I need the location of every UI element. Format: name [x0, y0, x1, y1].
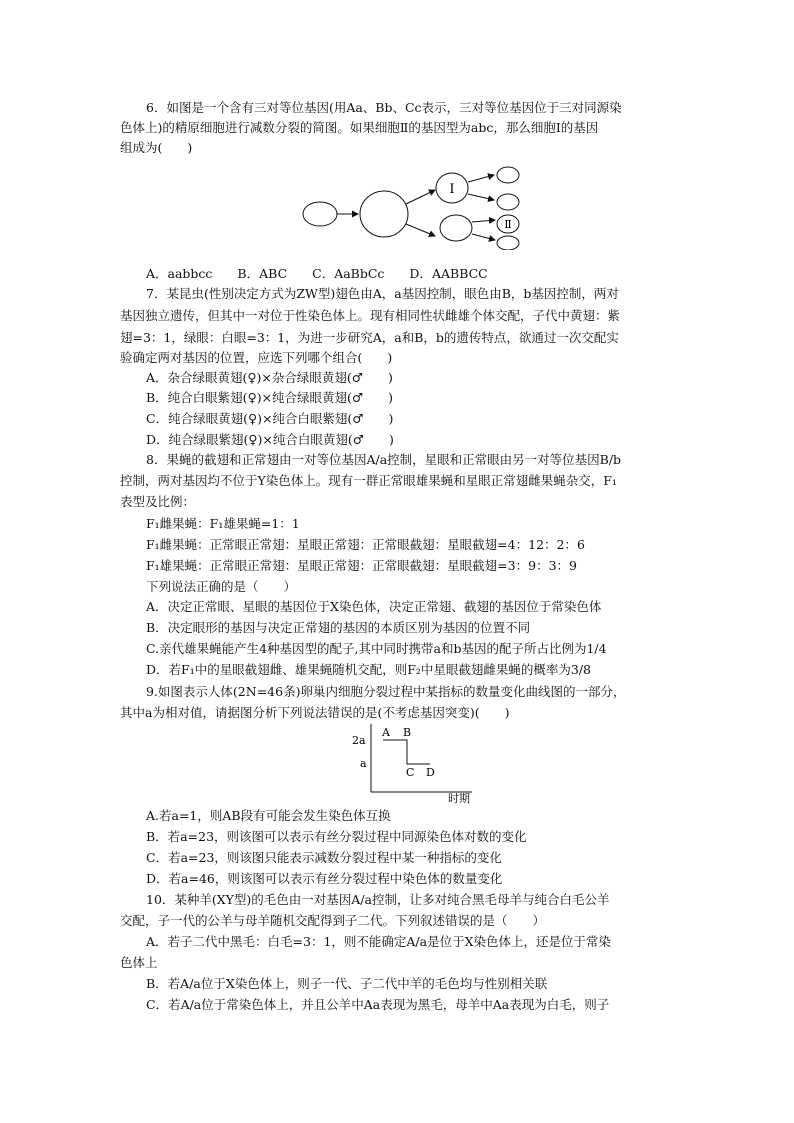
y-label-a: a — [360, 757, 367, 770]
q7-line-3: 翅=3：1，绿眼：白眼=3：1，为进一步研究A，a和B，b的遗传特点，欲通过一次交配实 — [120, 330, 619, 345]
cell-I-label: Ⅰ — [449, 182, 455, 197]
q6-line-2: 色体上)的精原细胞进行减数分裂的简图。如果细胞Ⅱ的基因型为abc，那么细胞Ⅰ的基因 — [120, 120, 599, 135]
q9-line-1: 9.如图表示人体(2N=46条)卵巢内细胞分裂过程中某指标的数量变化曲线图的一部分， — [146, 684, 626, 699]
primary-cell — [360, 191, 408, 237]
cell-secondary-2 — [440, 215, 472, 241]
x-axis-label: 时期 — [448, 792, 470, 804]
q8-line-2: 控制，两对基因均不位于Y染色体上。现有一群正常眼雄果蝇和星眼正常翅雌果蝇杂交，F₁ — [120, 473, 617, 488]
q8-option-d: D．若F₁中的星眼截翅雌、雄果蝇随机交配，则F₂中星眼截翅雌果蝇的概率为3/8 — [146, 662, 592, 677]
q6-line-1: 6．如图是一个含有三对等位基因(用Aa、Bb、Cc表示，三对等位基因位于三对同源染 — [146, 100, 622, 115]
point-B-label: B — [403, 726, 412, 739]
q10-option-c: C．若A/a位于常染色体上，并且公羊中Aa表现为黑毛，母羊中Aa表现为白毛，则子 — [146, 997, 610, 1012]
q10-line-2: 交配，子一代的公羊与母羊随机交配得到子二代。下列叙述错误的是（ ） — [120, 913, 546, 928]
q9-option-b: B．若a=23，则该图可以表示有丝分裂过程中同源染色体对数的变化 — [146, 829, 527, 844]
q8-line-6: F₁雄果蝇：正常眼正常翅：星眼正常翅：正常眼截翅：星眼截翅=3：9：3：9 — [146, 558, 577, 573]
gamete-4 — [497, 236, 519, 250]
point-D-label: D — [426, 766, 435, 779]
q9-line-2: 其中a为相对值，请据图分析下列说法错误的是(不考虑基因突变)( ) — [120, 705, 510, 720]
q9-option-d: D．若a=46，则该图可以表示有丝分裂过程中染色体的数量变化 — [146, 871, 503, 886]
cell-II-label: Ⅱ — [504, 218, 512, 231]
q8-line-1: 8．果蝇的截翅和正常翅由一对等位基因A/a控制，星眼和正常眼由另一对等位基因B/b — [146, 452, 622, 467]
q8-line-3: 表型及比例： — [120, 494, 196, 509]
q10-line-1: 10．某种羊(XY型)的毛色由一对基因A/a控制，让多对纯合黑毛母羊与纯合白毛公羊 — [146, 892, 610, 907]
q6-line-3: 组成为( ) — [120, 140, 193, 155]
q7-option-c: C．纯合绿眼黄翅(♀)×纯合白眼紫翅(♂ ) — [146, 411, 394, 426]
q8-line-4: F₁雌果蝇：F₁雄果蝇=1：1 — [146, 516, 300, 531]
q8-option-b: B．决定眼形的基因与决定正常翅的基因的本质区别为基因的位置不同 — [146, 620, 531, 635]
step-graph — [350, 722, 475, 804]
q7-option-d: D．纯合绿眼紫翅(♀)×纯合白眼黄翅(♂ ) — [146, 432, 394, 447]
q6-options: A．aabbcc B．ABC C．AaBbCc D．AABBCC — [146, 266, 488, 281]
q9-option-a: A.若a=1，则AB段有可能会发生染色体互换 — [146, 808, 391, 823]
q8-option-c: C.亲代雄果蝇能产生4种基因型的配子,其中同时携带a和b基因的配子所占比例为1/4 — [146, 641, 607, 656]
q8-line-5: F₁雌果蝇：正常眼正常翅：星眼正常翅：正常眼截翅：星眼截翅=4：12：2：6 — [146, 537, 585, 552]
q8-option-a: A．决定正常眼、星眼的基因位于X染色体，决定正常翅、截翅的基因位于常染色体 — [146, 599, 602, 614]
gamete-2 — [497, 194, 519, 210]
y-label-2a: 2a — [352, 734, 366, 747]
q10-option-a: A．若子二代中黑毛：白毛=3：1，则不能确定A/a是位于X染色体上，还是位于常染 — [146, 934, 611, 949]
q7-option-b: B．纯合白眼紫翅(♀)×纯合绿眼黄翅(♂ ) — [146, 390, 394, 405]
meiosis-diagram — [300, 160, 530, 250]
q7-line-2: 基因独立遗传，但其中一对位于性染色体上。现有相同性状雌雄个体交配，子代中黄翅：紫 — [120, 308, 621, 323]
q8-line-7: 下列说法正确的是（ ） — [146, 579, 297, 594]
q7-option-a: A．杂合绿眼黄翅(♀)×杂合绿眼黄翅(♂ ) — [146, 370, 393, 385]
gamete-1 — [497, 167, 519, 183]
q7-line-4: 验确定两对基因的位置，应选下列哪个组合( ) — [120, 350, 393, 365]
q7-line-1: 7．某昆虫(性别决定方式为ZW型)翅色由A，a基因控制，眼色由B，b基因控制，两对 — [146, 286, 619, 301]
spermatogonium-cell — [303, 202, 337, 226]
point-A-label: A — [382, 726, 390, 739]
q9-option-c: C．若a=23，则该图只能表示减数分裂过程中某一种指标的变化 — [146, 850, 502, 865]
q10-option-a-cont: 色体上 — [120, 955, 158, 970]
q10-option-b: B．若A/a位于X染色体上，则子一代、子二代中羊的毛色均与性别相关联 — [146, 976, 548, 991]
point-C-label: C — [406, 766, 415, 779]
graph-line — [383, 740, 430, 764]
